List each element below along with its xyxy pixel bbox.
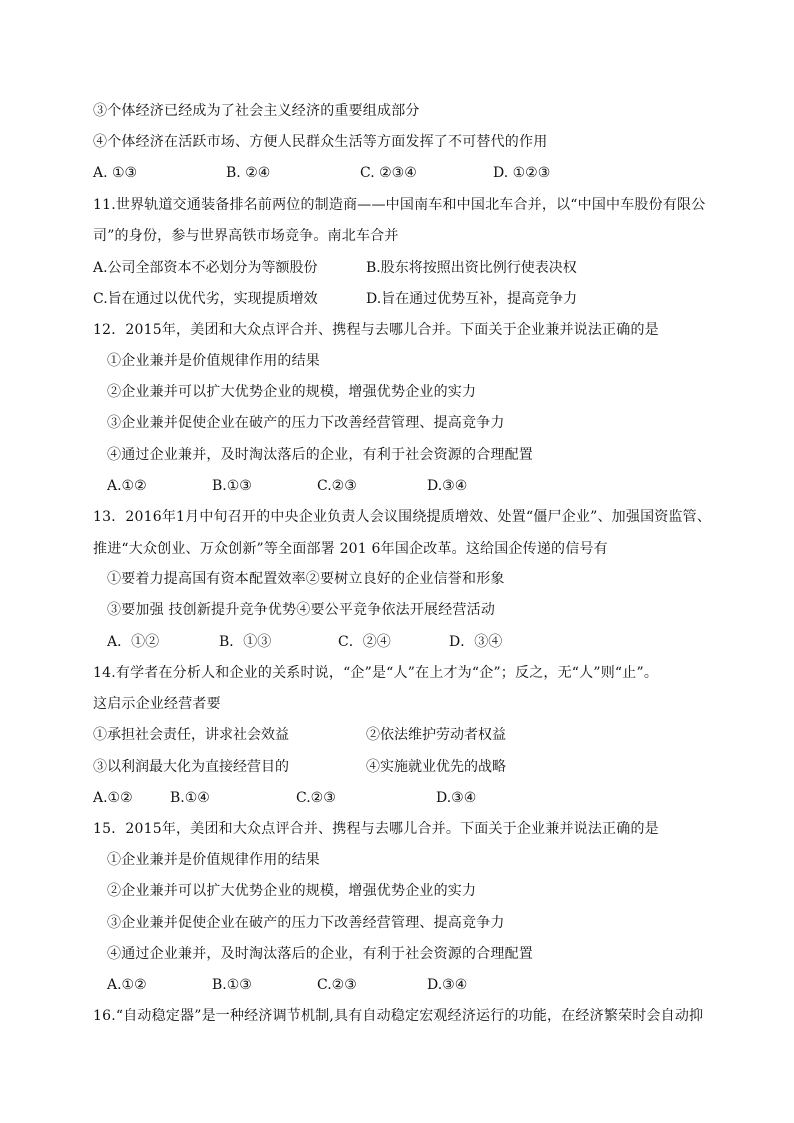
q15-statement-3: ③企业兼并促使企业在破产的压力下改善经营管理、提高竞争力 [107, 915, 505, 931]
q15-stem: 15．2015年，美团和大众点评合并、携程与去哪儿合并。下面关于企业兼并说法正确的是 [93, 821, 659, 837]
q11-option-b: B.股东将按照出资比例行使表决权 [366, 260, 577, 276]
q13-stem-line-1: 13．2016年1月中旬召开的中央企业负责人会议围绕提质增效、处置“僵尸企业”、加强国资监管、 [93, 509, 712, 525]
q15-option-b: B.①③ [212, 977, 252, 993]
q11-stem-line-1: 11.世界轨道交通装备排名前两位的制造商——中国南车和中国北车合并，以“中国中车股份有限公 [93, 197, 706, 213]
q15-option-a: A.①② [107, 977, 147, 993]
q12-statement-4: ④通过企业兼并，及时淘汰落后的企业，有利于社会资源的合理配置 [107, 447, 533, 463]
q11-stem-line-2: 司”的身份，参与世界高铁市场竞争。南北车合并 [93, 228, 399, 244]
q14-option-b: B.①④ [170, 790, 210, 806]
q10-statement-4: ④个体经济在活跃市场、方便人民群众生活等方面发挥了不可替代的作用 [93, 134, 548, 150]
q12-stem: 12．2015年，美团和大众点评合并、携程与去哪儿合并。下面关于企业兼并说法正确的是 [93, 322, 659, 338]
q14-stem-line-2: 这启示企业经营者要 [93, 696, 221, 712]
q14-statement-4: ④实施就业优先的战略 [366, 759, 506, 775]
q13-statements-1-2: ①要着力提高国有资本配置效率②要树立良好的企业信誉和形象 [107, 571, 505, 587]
q14-option-d: D.③④ [436, 790, 477, 806]
q12-option-a: A.①② [107, 478, 147, 494]
q14-option-c: C.②③ [296, 790, 336, 806]
q15-statement-1: ①企业兼并是价值规律作用的结果 [107, 852, 320, 868]
q12-option-c: C.②③ [317, 478, 357, 494]
q15-option-d: D.③④ [427, 977, 468, 993]
q13-stem-line-2: 推进“大众创业、万众创新”等全面部署 201 6年国企改革。这给国企传递的信号有 [93, 541, 608, 557]
q10-option-d: D. ①②③ [493, 165, 551, 181]
q14-stem-line-1: 14.有学者在分析人和企业的关系时说，“企”是“人”在上才为“企”；反之，无“人”则“止”。 [93, 665, 659, 681]
q14-option-a: A.①② [93, 790, 133, 806]
q13-statements-3-4: ③要加强 技创新提升竞争优势④要公平竞争依法开展经营活动 [107, 602, 496, 618]
q13-option-c: C．②④ [338, 634, 391, 650]
q13-option-d: D．③④ [449, 634, 503, 650]
q12-statement-3: ③企业兼并促使企业在破产的压力下改善经营管理、提高竞争力 [107, 415, 505, 431]
q15-statement-4: ④通过企业兼并，及时淘汰落后的企业，有利于社会资源的合理配置 [107, 946, 533, 962]
q15-statement-2: ②企业兼并可以扩大优势企业的规模，增强优势企业的实力 [107, 883, 477, 899]
q10-option-a: A. ①③ [93, 165, 138, 181]
q13-option-a: A．①② [107, 634, 160, 650]
q14-statement-1: ①承担社会责任，讲求社会效益 [93, 727, 289, 743]
q11-option-d: D.旨在通过优势互补，提高竞争力 [366, 291, 578, 307]
q13-option-b: B．①③ [219, 634, 272, 650]
q10-option-b: B. ②④ [226, 165, 271, 181]
q12-statement-1: ①企业兼并是价值规律作用的结果 [107, 353, 320, 369]
q15-option-c: C.②③ [317, 977, 357, 993]
q12-option-d: D.③④ [427, 478, 468, 494]
q14-statement-3: ③以利润最大化为直接经营目的 [93, 759, 289, 775]
q10-statement-3: ③个体经济已经成为了社会主义经济的重要组成部分 [93, 103, 420, 119]
q16-stem-line-1: 16.“自动稳定器”是一种经济调节机制,具有自动稳定宏观经济运行的功能，在经济繁荣时会自动抑 [93, 1008, 704, 1024]
q12-option-b: B.①③ [212, 478, 252, 494]
q12-statement-2: ②企业兼并可以扩大优势企业的规模，增强优势企业的实力 [107, 384, 477, 400]
q11-option-a: A.公司全部资本不必划分为等额股份 [93, 260, 318, 276]
q14-statement-2: ②依法维护劳动者权益 [366, 727, 506, 743]
q10-option-c: C. ②③④ [360, 165, 417, 181]
q11-option-c: C.旨在通过以优代劣，实现提质增效 [93, 291, 318, 307]
